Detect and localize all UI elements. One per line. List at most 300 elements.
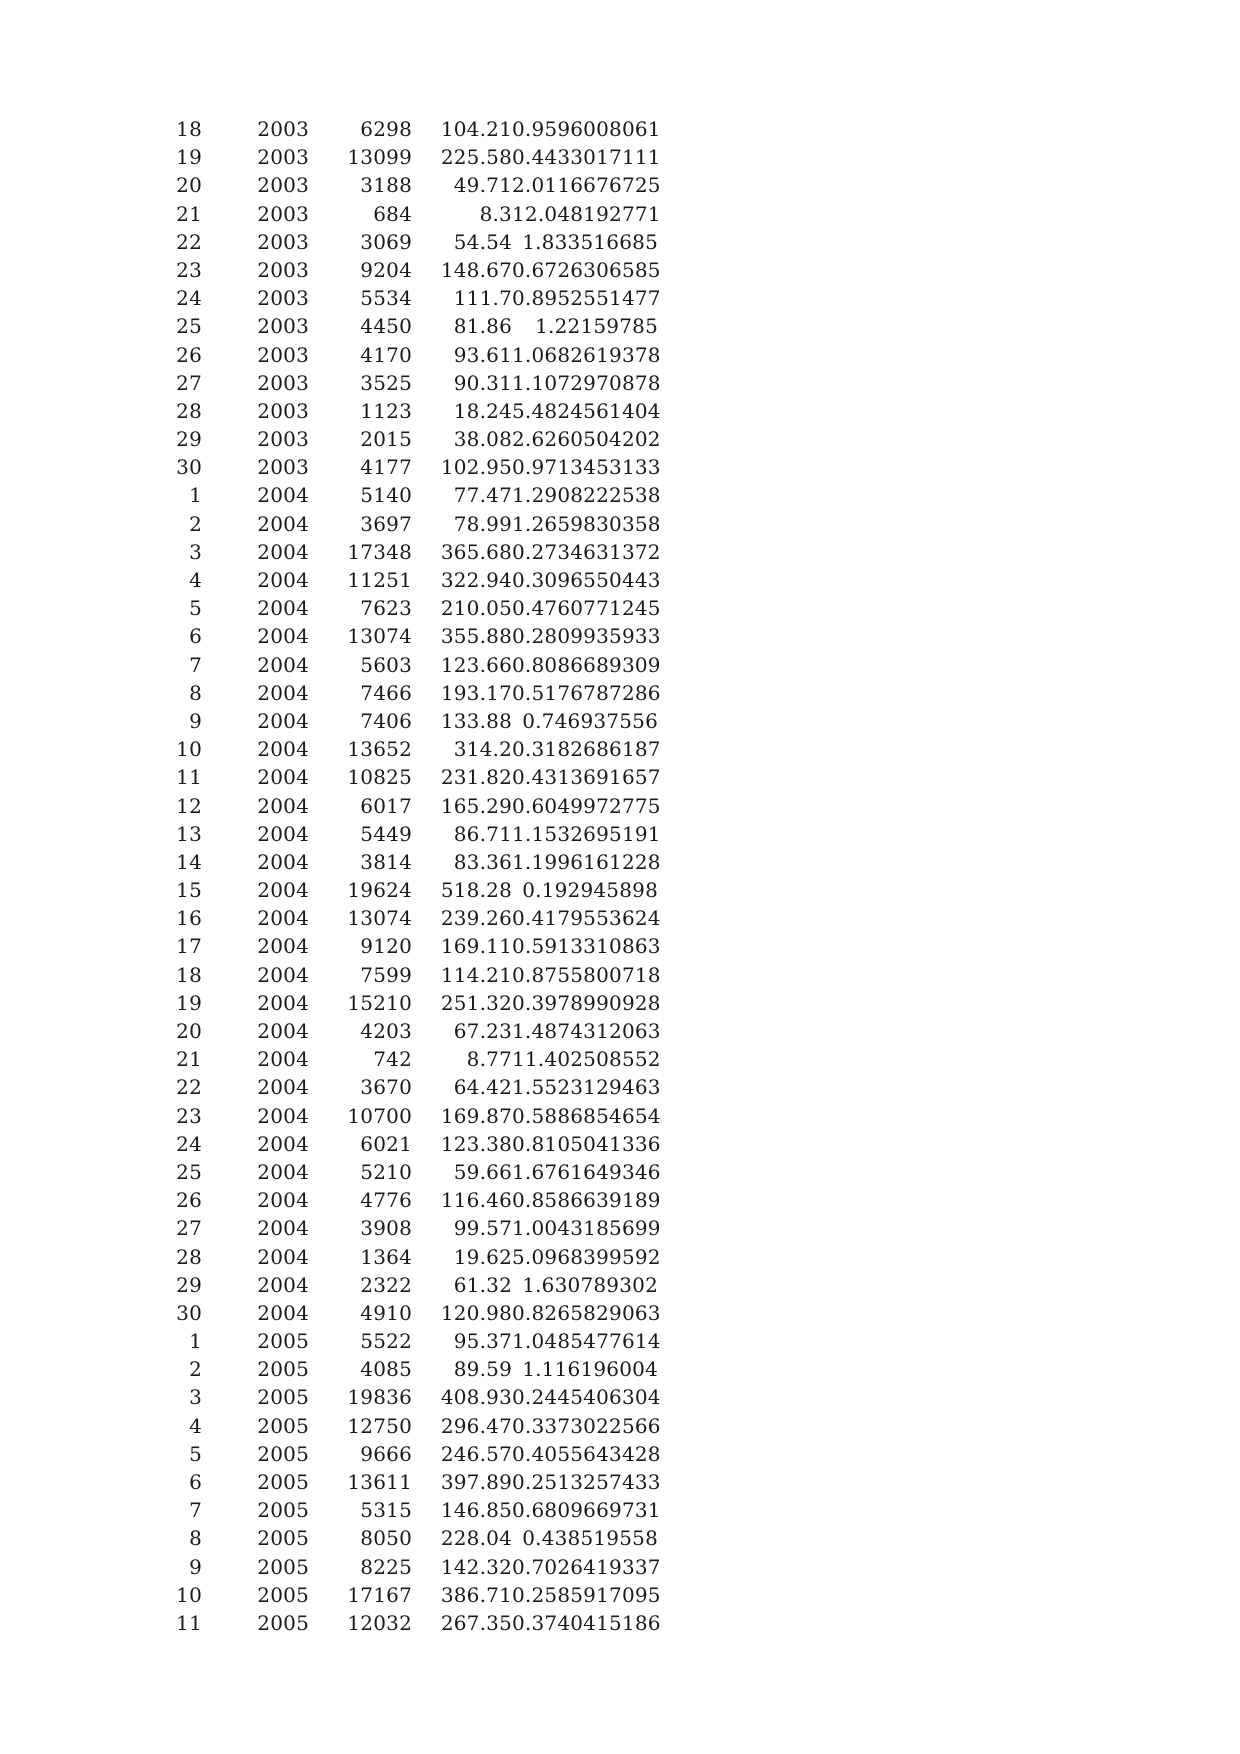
index-cell: 1 (189, 1329, 202, 1354)
index-cell: 1 (189, 483, 202, 508)
index-cell: 10 (176, 737, 202, 762)
value-cell: 67.23 (453, 1019, 512, 1043)
year-cell: 2004 (257, 511, 309, 536)
count-cell: 4203 (360, 1019, 412, 1043)
year-cell: 2003 (257, 257, 309, 282)
value-cell: 38.08 (453, 427, 512, 452)
index-cell: 21 (176, 201, 202, 226)
count-cell: 5534 (360, 286, 412, 311)
ratio-cell: 2.0116676725 (512, 173, 661, 198)
value-cell: 93.61 (453, 342, 512, 367)
table-row (150, 1130, 670, 1158)
ratio-cell: 0.6809669731 (512, 1498, 661, 1523)
year-cell: 2004 (257, 1188, 309, 1213)
ratio-cell: 0.438519558 (522, 1526, 658, 1551)
table-row (150, 341, 670, 369)
value-cell: 133.88 (440, 708, 512, 733)
value-cell: 518.28 (440, 878, 512, 903)
ratio-cell: 1.6761649346 (512, 1159, 661, 1184)
year-cell: 2005 (257, 1385, 309, 1410)
count-cell: 12750 (347, 1413, 412, 1438)
table-row (150, 171, 670, 199)
ratio-cell: 0.3978990928 (512, 990, 661, 1015)
value-cell: 355.88 (440, 624, 512, 649)
index-cell: 19 (176, 145, 202, 170)
count-cell: 5603 (360, 652, 412, 677)
count-cell: 19624 (347, 878, 412, 903)
year-cell: 2004 (257, 821, 309, 846)
index-cell: 30 (176, 1300, 202, 1325)
table-row (150, 989, 670, 1017)
index-cell: 3 (189, 1385, 202, 1410)
index-cell: 13 (176, 821, 202, 846)
year-cell: 2004 (257, 1272, 309, 1297)
count-cell: 11251 (347, 568, 412, 592)
table-row (150, 312, 670, 340)
table-row (150, 566, 670, 594)
year-cell: 2004 (257, 1131, 309, 1156)
index-cell: 23 (176, 1103, 202, 1128)
value-cell: 64.42 (453, 1075, 512, 1100)
ratio-cell: 0.4433017111 (512, 145, 661, 170)
table-row (150, 1214, 670, 1242)
ratio-cell: 0.4055643428 (512, 1441, 661, 1466)
count-cell: 7466 (360, 680, 412, 705)
count-cell: 684 (373, 201, 412, 226)
value-cell: 193.17 (440, 680, 512, 705)
ratio-cell: 1.0043185699 (512, 1216, 661, 1241)
year-cell: 2004 (257, 990, 309, 1015)
year-cell: 2004 (257, 708, 309, 733)
value-cell: 397.89 (440, 1470, 512, 1494)
value-cell: 146.85 (440, 1498, 512, 1523)
index-cell: 29 (176, 1272, 202, 1297)
value-cell: 296.47 (440, 1413, 512, 1438)
year-cell: 2003 (257, 370, 309, 395)
value-cell: 267.35 (440, 1610, 512, 1635)
table-row (150, 228, 670, 256)
count-cell: 13074 (347, 906, 412, 931)
count-cell: 6021 (360, 1131, 412, 1156)
ratio-cell: 1.5523129463 (512, 1075, 661, 1100)
table-row (150, 932, 670, 960)
table-row (150, 679, 670, 707)
value-cell: 59.66 (453, 1159, 512, 1184)
index-cell: 28 (176, 398, 202, 423)
index-cell: 5 (189, 1441, 202, 1466)
table-row (150, 1412, 670, 1440)
table-row (150, 1355, 670, 1383)
ratio-cell: 1.4874312063 (512, 1019, 661, 1043)
table-row (150, 538, 670, 566)
index-cell: 17 (176, 934, 202, 959)
value-cell: 89.59 (453, 1357, 512, 1382)
table-row (150, 510, 670, 538)
year-cell: 2005 (257, 1554, 309, 1579)
value-cell: 81.86 (453, 314, 512, 339)
count-cell: 5140 (360, 483, 412, 508)
table-row (150, 876, 670, 904)
count-cell: 3908 (360, 1216, 412, 1241)
ratio-cell: 0.2445406304 (512, 1385, 661, 1410)
table-row (150, 1045, 670, 1073)
year-cell: 2004 (257, 1075, 309, 1100)
count-cell: 8225 (360, 1554, 412, 1579)
ratio-cell: 1.1072970878 (512, 370, 661, 395)
value-cell: 231.82 (440, 765, 512, 790)
value-cell: 225.58 (440, 145, 512, 170)
index-cell: 23 (176, 257, 202, 282)
ratio-cell: 0.4313691657 (512, 765, 661, 790)
table-row (150, 1468, 670, 1496)
value-cell: 386.71 (440, 1582, 512, 1607)
ratio-cell: 1.833516685 (522, 229, 658, 254)
index-cell: 26 (176, 342, 202, 367)
value-cell: 8.3 (479, 201, 512, 226)
index-cell: 24 (176, 286, 202, 311)
count-cell: 7406 (360, 708, 412, 733)
count-cell: 3525 (360, 370, 412, 395)
count-cell: 7623 (360, 596, 412, 621)
count-cell: 9120 (360, 934, 412, 959)
value-cell: 114.21 (440, 962, 512, 987)
ratio-cell: 11.402508552 (512, 1047, 661, 1072)
year-cell: 2005 (257, 1413, 309, 1438)
ratio-cell: 0.8586639189 (512, 1188, 661, 1213)
value-cell: 169.11 (440, 934, 512, 959)
index-cell: 24 (176, 1131, 202, 1156)
count-cell: 3814 (360, 849, 412, 874)
table-row (150, 200, 670, 228)
value-cell: 8.77 (466, 1047, 512, 1072)
table-row (150, 961, 670, 989)
ratio-cell: 0.8086689309 (512, 652, 661, 677)
index-cell: 29 (176, 427, 202, 452)
year-cell: 2004 (257, 1300, 309, 1325)
count-cell: 5449 (360, 821, 412, 846)
year-cell: 2003 (257, 427, 309, 452)
year-cell: 2004 (257, 737, 309, 762)
ratio-cell: 0.2513257433 (512, 1470, 661, 1494)
year-cell: 2005 (257, 1610, 309, 1635)
count-cell: 12032 (347, 1610, 412, 1635)
index-cell: 4 (189, 1413, 202, 1438)
year-cell: 2005 (257, 1329, 309, 1354)
count-cell: 9666 (360, 1441, 412, 1466)
year-cell: 2004 (257, 680, 309, 705)
value-cell: 169.87 (440, 1103, 512, 1128)
ratio-cell: 0.7026419337 (512, 1554, 661, 1579)
table-row (150, 1581, 670, 1609)
count-cell: 2322 (360, 1272, 412, 1297)
ratio-cell: 2.6260504202 (512, 427, 661, 452)
year-cell: 2003 (257, 229, 309, 254)
index-cell: 15 (176, 878, 202, 903)
index-cell: 12 (176, 793, 202, 818)
ratio-cell: 1.1996161228 (512, 849, 661, 874)
ratio-cell: 0.4179553624 (512, 906, 661, 931)
ratio-cell: 0.8265829063 (512, 1300, 661, 1325)
value-cell: 123.38 (440, 1131, 512, 1156)
value-cell: 104.21 (440, 117, 512, 141)
index-cell: 25 (176, 1159, 202, 1184)
ratio-cell: 0.2734631372 (512, 539, 661, 564)
count-cell: 3670 (360, 1075, 412, 1100)
value-cell: 322.94 (440, 568, 512, 592)
count-cell: 13074 (347, 624, 412, 649)
value-cell: 123.66 (440, 652, 512, 677)
count-cell: 13099 (347, 145, 412, 170)
table-row (150, 1609, 670, 1637)
value-cell: 116.46 (440, 1188, 512, 1213)
year-cell: 2004 (257, 1103, 309, 1128)
ratio-cell: 5.4824561404 (512, 398, 661, 423)
year-cell: 2003 (257, 398, 309, 423)
index-cell: 11 (176, 765, 202, 790)
count-cell: 5315 (360, 1498, 412, 1523)
value-cell: 246.57 (440, 1441, 512, 1466)
table-row (150, 1383, 670, 1411)
index-cell: 27 (176, 370, 202, 395)
year-cell: 2004 (257, 878, 309, 903)
table-row (150, 1073, 670, 1101)
table-row (150, 651, 670, 679)
table-row (150, 904, 670, 932)
index-cell: 20 (176, 1019, 202, 1043)
year-cell: 2003 (257, 145, 309, 170)
value-cell: 111.7 (453, 286, 512, 311)
table-row (150, 820, 670, 848)
table-row (150, 1440, 670, 1468)
year-cell: 2004 (257, 568, 309, 592)
table-row (150, 1102, 670, 1130)
table-row (150, 1299, 670, 1327)
year-cell: 2004 (257, 624, 309, 649)
index-cell: 30 (176, 455, 202, 480)
ratio-cell: 0.746937556 (522, 708, 658, 733)
table-row (150, 707, 670, 735)
value-cell: 228.04 (440, 1526, 512, 1551)
count-cell: 17348 (347, 539, 412, 564)
table-row (150, 848, 670, 876)
ratio-cell: 0.5176787286 (512, 680, 661, 705)
table-row (150, 1327, 670, 1355)
count-cell: 4085 (360, 1357, 412, 1382)
year-cell: 2004 (257, 1216, 309, 1241)
year-cell: 2005 (257, 1582, 309, 1607)
index-cell: 16 (176, 906, 202, 931)
value-cell: 90.31 (453, 370, 512, 395)
ratio-cell: 1.2908222538 (512, 483, 661, 508)
count-cell: 10825 (347, 765, 412, 790)
value-cell: 49.71 (453, 173, 512, 198)
year-cell: 2003 (257, 342, 309, 367)
value-cell: 99.57 (453, 1216, 512, 1241)
year-cell: 2004 (257, 596, 309, 621)
value-cell: 251.32 (440, 990, 512, 1015)
table-row (150, 143, 670, 171)
table-row (150, 1553, 670, 1581)
index-cell: 25 (176, 314, 202, 339)
year-cell: 2003 (257, 117, 309, 141)
table-row (150, 256, 670, 284)
index-cell: 26 (176, 1188, 202, 1213)
count-cell: 4170 (360, 342, 412, 367)
count-cell: 13652 (347, 737, 412, 762)
index-cell: 9 (189, 1554, 202, 1579)
table-row (150, 792, 670, 820)
table-row (150, 453, 670, 481)
year-cell: 2004 (257, 765, 309, 790)
ratio-cell: 0.3373022566 (512, 1413, 661, 1438)
count-cell: 17167 (347, 1582, 412, 1607)
index-cell: 22 (176, 1075, 202, 1100)
ratio-cell: 0.9596008061 (512, 117, 661, 141)
value-cell: 120.98 (440, 1300, 512, 1325)
year-cell: 2003 (257, 286, 309, 311)
index-cell: 6 (189, 1470, 202, 1494)
value-cell: 102.95 (440, 455, 512, 480)
index-cell: 2 (189, 511, 202, 536)
index-cell: 4 (189, 568, 202, 592)
count-cell: 4776 (360, 1188, 412, 1213)
count-cell: 742 (373, 1047, 412, 1072)
ratio-cell: 0.6726306585 (512, 257, 661, 282)
count-cell: 5210 (360, 1159, 412, 1184)
count-cell: 1123 (360, 398, 412, 423)
ratio-cell: 0.192945898 (522, 878, 658, 903)
year-cell: 2004 (257, 483, 309, 508)
count-cell: 9204 (360, 257, 412, 282)
ratio-cell: 0.8952551477 (512, 286, 661, 311)
value-cell: 86.71 (453, 821, 512, 846)
table-row (150, 115, 670, 143)
table-row (150, 425, 670, 453)
ratio-cell: 0.4760771245 (512, 596, 661, 621)
year-cell: 2004 (257, 934, 309, 959)
index-cell: 19 (176, 990, 202, 1015)
table-row (150, 284, 670, 312)
ratio-cell: 1.2659830358 (512, 511, 661, 536)
data-table (150, 115, 670, 1637)
value-cell: 142.32 (440, 1554, 512, 1579)
index-cell: 18 (176, 117, 202, 141)
table-row (150, 1496, 670, 1524)
table-row (150, 1524, 670, 1552)
year-cell: 2003 (257, 314, 309, 339)
year-cell: 2004 (257, 1159, 309, 1184)
count-cell: 3697 (360, 511, 412, 536)
count-cell: 10700 (347, 1103, 412, 1128)
ratio-cell: 0.9713453133 (512, 455, 661, 480)
count-cell: 2015 (360, 427, 412, 452)
value-cell: 365.68 (440, 539, 512, 564)
year-cell: 2005 (257, 1357, 309, 1382)
index-cell: 20 (176, 173, 202, 198)
table-row (150, 1271, 670, 1299)
table-row (150, 397, 670, 425)
count-cell: 6017 (360, 793, 412, 818)
value-cell: 77.47 (453, 483, 512, 508)
count-cell: 19836 (347, 1385, 412, 1410)
value-cell: 148.67 (440, 257, 512, 282)
value-cell: 78.99 (453, 511, 512, 536)
index-cell: 21 (176, 1047, 202, 1072)
table-row (150, 1243, 670, 1271)
value-cell: 239.26 (440, 906, 512, 931)
ratio-cell: 1.1532695191 (512, 821, 661, 846)
table-row (150, 369, 670, 397)
year-cell: 2004 (257, 539, 309, 564)
ratio-cell: 5.0968399592 (512, 1244, 661, 1269)
value-cell: 54.54 (453, 229, 512, 254)
index-cell: 7 (189, 1498, 202, 1523)
value-cell: 95.37 (453, 1329, 512, 1354)
year-cell: 2005 (257, 1441, 309, 1466)
ratio-cell: 12.048192771 (512, 201, 661, 226)
ratio-cell: 0.5913310863 (512, 934, 661, 959)
ratio-cell: 0.3740415186 (512, 1610, 661, 1635)
ratio-cell: 1.0682619378 (512, 342, 661, 367)
count-cell: 5522 (360, 1329, 412, 1354)
table-row (150, 1186, 670, 1214)
ratio-cell: 0.3182686187 (512, 737, 661, 762)
index-cell: 5 (189, 596, 202, 621)
year-cell: 2005 (257, 1526, 309, 1551)
ratio-cell: 1.630789302 (522, 1272, 658, 1297)
year-cell: 2003 (257, 173, 309, 198)
year-cell: 2004 (257, 906, 309, 931)
index-cell: 18 (176, 962, 202, 987)
year-cell: 2004 (257, 652, 309, 677)
table-row (150, 1158, 670, 1186)
index-cell: 28 (176, 1244, 202, 1269)
value-cell: 314.2 (453, 737, 512, 762)
value-cell: 18.24 (453, 398, 512, 423)
table-row (150, 622, 670, 650)
year-cell: 2003 (257, 201, 309, 226)
ratio-cell: 0.8105041336 (512, 1131, 661, 1156)
ratio-cell: 0.5886854654 (512, 1103, 661, 1128)
index-cell: 27 (176, 1216, 202, 1241)
table-row (150, 1017, 670, 1045)
year-cell: 2004 (257, 1244, 309, 1269)
table-row (150, 763, 670, 791)
year-cell: 2004 (257, 962, 309, 987)
index-cell: 3 (189, 539, 202, 564)
count-cell: 1364 (360, 1244, 412, 1269)
index-cell: 14 (176, 849, 202, 874)
index-cell: 7 (189, 652, 202, 677)
value-cell: 210.05 (440, 596, 512, 621)
year-cell: 2005 (257, 1498, 309, 1523)
ratio-cell: 1.22159785 (535, 314, 658, 339)
year-cell: 2003 (257, 455, 309, 480)
ratio-cell: 1.0485477614 (512, 1329, 661, 1354)
count-cell: 4910 (360, 1300, 412, 1325)
count-cell: 6298 (360, 117, 412, 141)
count-cell: 3069 (360, 229, 412, 254)
index-cell: 9 (189, 708, 202, 733)
count-cell: 13611 (347, 1470, 412, 1494)
ratio-cell: 0.2809935933 (512, 624, 661, 649)
year-cell: 2005 (257, 1470, 309, 1494)
table-row (150, 594, 670, 622)
value-cell: 165.29 (440, 793, 512, 818)
count-cell: 4450 (360, 314, 412, 339)
table-row (150, 735, 670, 763)
value-cell: 61.32 (453, 1272, 512, 1297)
